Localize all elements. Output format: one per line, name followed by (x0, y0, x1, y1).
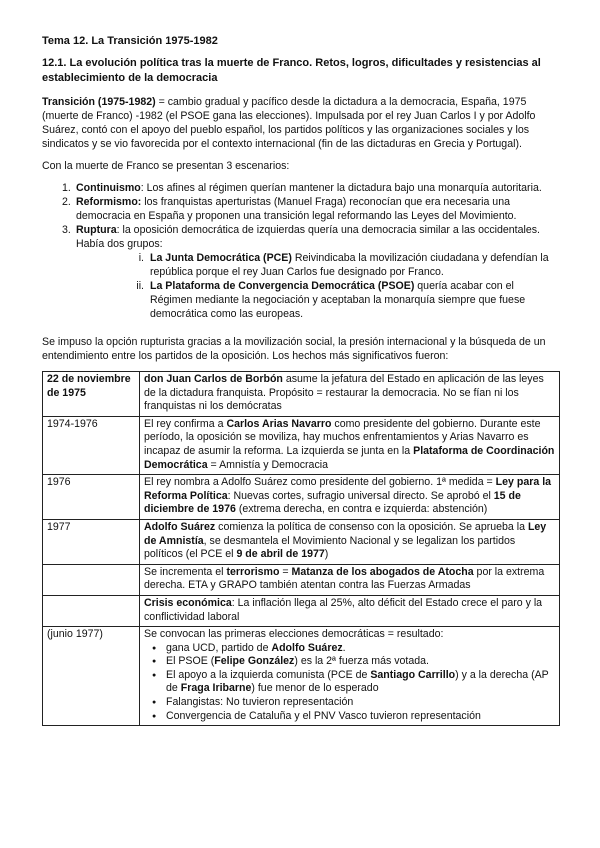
table-row (43, 627, 560, 726)
scenario-item (42, 181, 558, 195)
event-text: = Amnistía y Democracia (207, 458, 328, 471)
scenario-text: : Los afines al régimen querían mantener la dictadura bajo una monarquía autoritaria. (140, 182, 542, 194)
date-text: 22 de noviembre de 1975 (47, 373, 131, 399)
group-text: Reivindicaba la movilización ciudadana y defendían la república porque el rey Juan Carlos fue designado por Franco. (150, 252, 549, 278)
group-item (42, 279, 558, 321)
event-text: ) (324, 548, 329, 561)
event-bold: Crisis económica (144, 596, 232, 609)
list-item: ● El apoyo a la izquierda comunista (PCE de Santiago Carrillo) y a la derecha (AP de Fraga Iribarne) fue menor de lo esperado (144, 669, 555, 696)
intro-paragraph (42, 95, 558, 151)
event-bold: terrorismo (226, 565, 280, 578)
event-text: El rey nombra a Adolfo Suárez como presidente del gobierno. 1ª medida = (144, 476, 496, 489)
event-cell (140, 519, 560, 564)
event-text: por la extrema derecha. ETA y GRAPO también atentan contra las Fuerzas Armadas (144, 565, 545, 592)
event-bold: Adolfo Suárez (144, 520, 216, 533)
event-cell (140, 564, 560, 595)
date-cell: 1976 (43, 475, 140, 520)
event-text: : La inflación llega al 25%, alto déficit del Estado crece el paro y la conflictividad laboral (144, 596, 543, 623)
event-cell (140, 372, 560, 417)
scenarios-intro: Con la muerte de Franco se presentan 3 escenarios: (42, 160, 290, 172)
event-text: asume la jefatura del Estado en aplicación de las leyes de la dictadura franquista. Propósito = restaurar la democracia. No se fían ni los franquistas ni los demócratas (144, 373, 544, 413)
event-bold: Matanza de los abogados de Atocha (291, 565, 474, 578)
group-term: La Plataforma de Convergencia Democrática (PSOE) (150, 280, 415, 292)
event-bold: 15 de diciembre de 1976 (144, 489, 521, 516)
event-cell (140, 595, 560, 626)
table-row (43, 416, 560, 474)
event-bold: Ley de Amnistía (144, 520, 547, 547)
scenario-term: Reformismo: (76, 196, 142, 208)
event-bold: Ley para la Reforma Política (144, 476, 552, 502)
document-page (42, 34, 558, 726)
list-item: ● El PSOE (Felipe González) es la 2ª fuerza más votada. (144, 655, 555, 669)
intro-text: = cambio gradual y pacífico desde la dictadura a la democracia, España, 1975 (muerte de Franco) -1982 (el PSOE gana las elecciones). Impulsada por el rey Juan Carlos I y por Adolfo Suárez, contó con el apoyo del pueblo español, los partidos políticos y las organizaciones sociales y los sindicatos y se vio favorecida por el contexto internacional (fin de las dictaduras en Grecia y Portugal). (42, 96, 536, 150)
table-row (43, 372, 560, 417)
group-item (42, 251, 558, 279)
event-bold: Plataforma de Coordinación Democrática (144, 444, 555, 471)
scenario-term: Continuismo (76, 182, 141, 194)
event-text: como presidente del gobierno. Durante este período, la oposición se moviliza, hay muchos enfrentamientos y Arias Navarro es incapaz de asumir la reforma. La izquierda se junta en la (144, 417, 541, 457)
list-item: ● Falangistas: No tuvieron representación (144, 696, 555, 710)
group-number: i. (138, 252, 144, 264)
date-cell (43, 595, 140, 626)
scenarios-list (42, 181, 558, 251)
event-bold: 9 de abril de 1977 (236, 548, 325, 561)
event-cell (140, 416, 560, 474)
scenario-item (42, 223, 558, 251)
table-row (43, 595, 560, 626)
groups-list (42, 251, 558, 321)
group-text: quería acabar con el Régimen mediante la negociación y aceptaban la monarquía siempre que fuese democrática como las europeas. (150, 280, 526, 320)
events-table (42, 371, 560, 726)
outro-paragraph: Se impuso la opción rupturista gracias a la movilización social, la presión internacional y la búsqueda de un entendimiento entre los partidos de la oposición. Los hechos más significativos fueron: (42, 336, 546, 362)
event-text: comienza la política de consenso con la oposición. Se aprueba la (215, 520, 528, 533)
table-row (43, 519, 560, 564)
scenario-text: : la oposición democrática de izquierdas quería una democracia similar a las occidentales. Había dos grupos: (76, 224, 540, 250)
date-cell (43, 372, 140, 417)
list-item: ● Convergencia de Cataluña y el PNV Vasco tuvieron representación (144, 710, 555, 724)
event-cell (140, 475, 560, 520)
event-bold: Carlos Arias Navarro (226, 417, 332, 430)
date-cell: (junio 1977) (43, 627, 140, 726)
table-row (43, 564, 560, 595)
date-cell: 1977 (43, 519, 140, 564)
page-title: Tema 12. La Transición 1975-1982 (42, 35, 218, 47)
list-item: ● gana UCD, partido de Adolfo Suárez. (144, 642, 555, 656)
scenario-number: 1. (62, 182, 71, 194)
section-heading: 12.1. La evolución política tras la muerte de Franco. Retos, logros, dificultades y resistencias al establecimiento de la democracia (42, 57, 541, 84)
scenario-number: 2. (62, 196, 71, 208)
event-text: Se incrementa el (144, 565, 227, 578)
event-text: : Nuevas cortes, sufragio universal directo. Se aprobó el (227, 489, 494, 502)
date-cell (43, 564, 140, 595)
table-row (43, 475, 560, 520)
intro-term: Transición (1975-1982) (42, 96, 156, 108)
scenario-text: los franquistas aperturistas (Manuel Fraga) reconocían que era necesaria una democracia en España y proponen una transición legal reformando las Leyes del Movimiento. (76, 196, 517, 222)
event-text: (extrema derecha, en contra e izquierda: abstención) (235, 503, 488, 516)
group-number: ii. (136, 280, 144, 292)
event-cell (140, 627, 560, 726)
event-text: El rey confirma a (144, 417, 227, 430)
group-term: La Junta Democrática (PCE) (150, 252, 292, 264)
scenario-term: Ruptura (76, 224, 117, 236)
event-text: = (279, 565, 292, 578)
event-text: Se convocan las primeras elecciones democráticas = resultado: (144, 628, 444, 641)
date-cell: 1974-1976 (43, 416, 140, 474)
election-results-list (144, 642, 555, 724)
scenario-item (42, 195, 558, 223)
event-bold: don Juan Carlos de Borbón (144, 373, 283, 385)
scenario-number: 3. (62, 224, 71, 236)
event-text: , se desmantela el Movimiento Nacional y se legalizan los partidos políticos (el PCE el (144, 534, 516, 561)
